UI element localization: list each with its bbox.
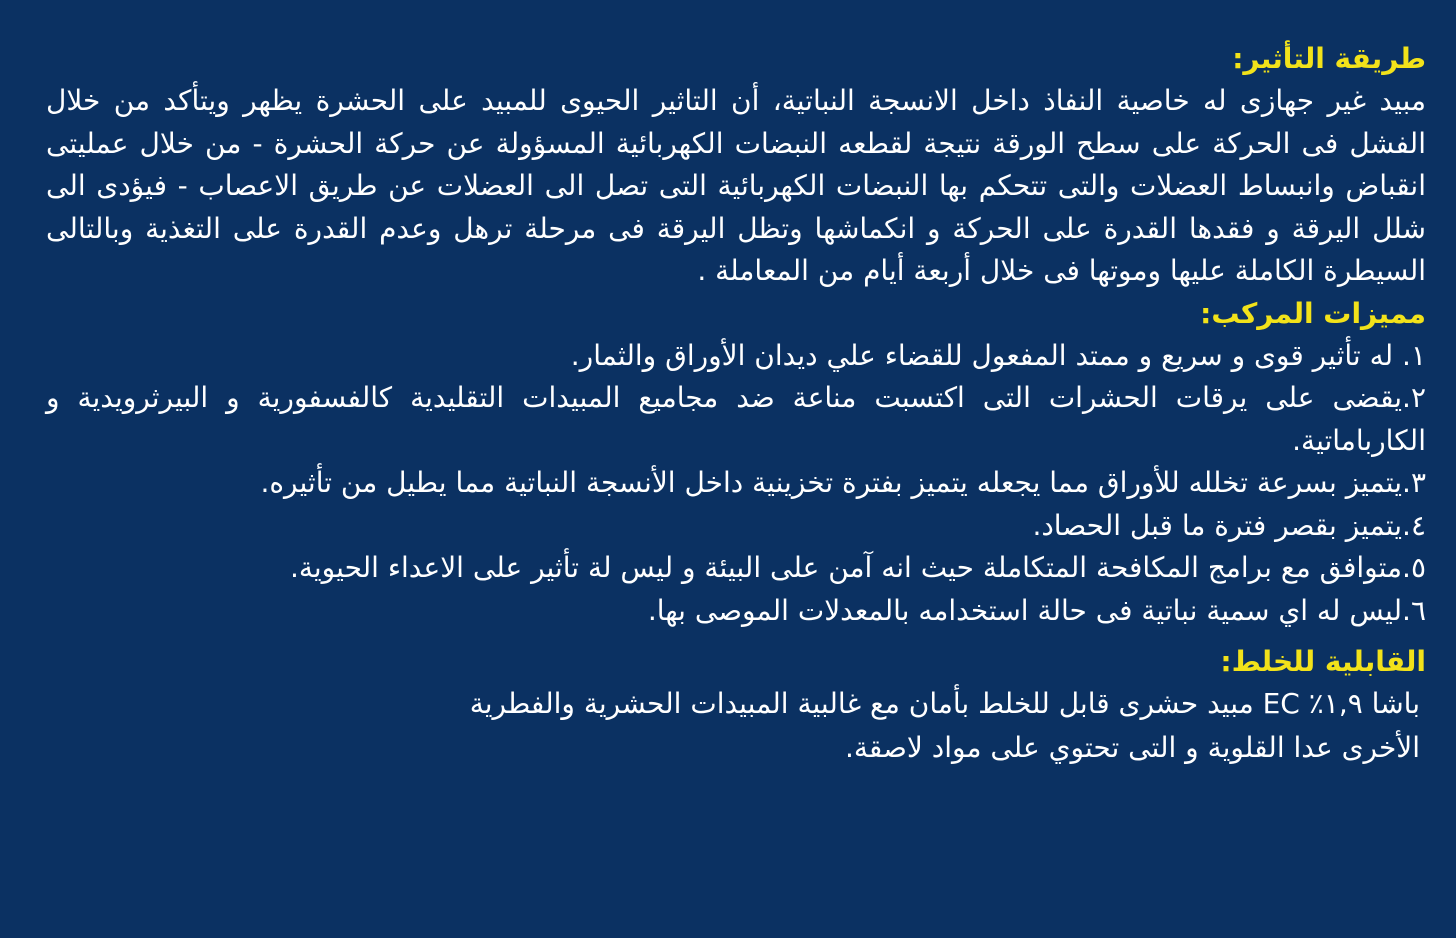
mixing-text-line-1: باشا ١,٩٪ EC مبيد حشرى قابل للخلط بأمان مع غالبية المبيدات الحشرية والفطرية — [469, 687, 1420, 720]
feature-item-3: ٣.يتميز بسرعة تخلله للأوراق مما يجعله يتميز بفترة تخزينية داخل الأنسجة النباتية مما يطيل من تأثيره. — [260, 466, 1426, 499]
feature-item-6: ٦.ليس له اي سمية نباتية فى حالة استخدامه بالمعدلات الموصى بها. — [647, 593, 1426, 627]
feature-item-1: ١. له تأثير قوى و سريع و ممتد المفعول للقضاء علي ديدان الأوراق والثمار. — [570, 338, 1426, 372]
feature-item-2: ٢.يقضى على يرقات الحشرات التى اكتسبت مناعة ضد مجاميع المبيدات التقليدية كالفسفورية و البيرثرويدية و الكارباماتية. — [46, 381, 1426, 457]
features-section — [46, 293, 1426, 633]
feature-item-5: ٥.متوافق مع برامج المكافحة المتكاملة حيث انه آمن على البيئة و ليس لة تأثير على الاعداء الحيوية. — [289, 551, 1426, 584]
features-list — [46, 335, 1426, 633]
mixing-section — [46, 642, 1426, 770]
mixing-text-line-2: الأخرى عدا القلوية و التى تحتوي على مواد لاصقة. — [845, 731, 1420, 764]
features-heading: مميزات المركب: — [1200, 296, 1426, 330]
mode-of-action-heading: طريقة التأثير: — [1232, 42, 1426, 75]
mode-of-action-text: مبيد غير جهازى له خاصية النفاذ داخل الانسجة النباتية، أن التاثير الحيوى للمبيد على الحشرة يظهر ويتأكد من خلال الفشل فى الحركة على سطح الورقة نتيجة لقطعه النبضات الكهربائية المسؤولة عن حركة الحشرة - من خلال عمليتى انقباض وانبساط العضلات والتى تتحكم بها النبضات الكهربائية التى تصل الى العضلات عن طريق الاعصاب - فيؤدى الى شلل اليرقة و فقدها القدرة على الحركة و انكماشها وتظل اليرقة فى مرحلة ترهل وعدم القدرة على التغذية وبالتالى السيطرة الكاملة عليها وموتها فى خلال أربعة أيام من المعاملة . — [46, 84, 1426, 287]
feature-item-4: ٤.يتميز بقصر فترة ما قبل الحصاد. — [1032, 508, 1426, 542]
mixing-heading: القابلية للخلط: — [1220, 645, 1426, 678]
mode-of-action-section — [46, 38, 1426, 293]
